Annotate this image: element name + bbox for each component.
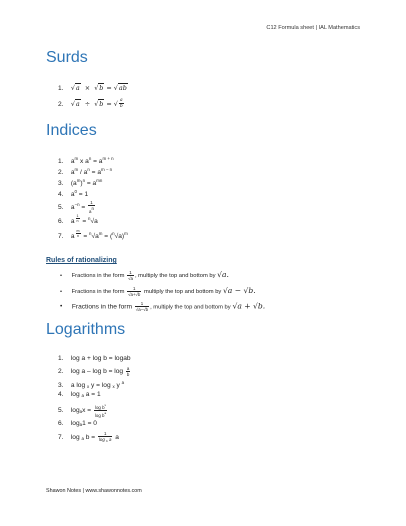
- indices-rule-4-formula: $a^0 = 1$: [70, 189, 89, 198]
- rationalizing-rule-3: [60, 301, 265, 312]
- log-rule-5: [58, 403, 108, 418]
- indices-rule-7: [58, 229, 128, 240]
- log-rule-3-formula: a log $_x$ y = log $_x$ y $^a$: [70, 380, 125, 389]
- indices-rule-6-number: 6.: [58, 217, 64, 225]
- indices-rule-2: [58, 167, 112, 176]
- indices-rule-4-number: 4.: [58, 191, 64, 198]
- indices-rule-1: [58, 156, 114, 165]
- log-rule-5-number: 5.: [58, 407, 64, 415]
- rationalizing-rule-1-multiplier: √a.: [217, 270, 229, 280]
- indices-rule-7-number: 7.: [58, 232, 64, 240]
- indices-rule-3-number: 3.: [58, 180, 64, 187]
- log-rule-1-number: 1.: [58, 355, 64, 362]
- surds-heading: Surds: [46, 49, 88, 66]
- log-rule-2: [58, 366, 131, 377]
- log-rule-4-formula: log $_a$ a = 1: [70, 391, 101, 398]
- indices-rule-1-number: 1.: [58, 158, 64, 165]
- indices-rule-2-number: 2.: [58, 169, 64, 176]
- indices-rule-3-formula: $(a^m)^n = a^{mn}$: [70, 178, 103, 187]
- surds-rule-1-number: 1.: [58, 85, 64, 92]
- rationalizing-rule-3-fraction: $\frac{1}{√a-√b}$: [135, 301, 149, 312]
- surds-rule-2-formula: √a ÷ √b = √ $\frac{a}{b}$: [70, 98, 123, 109]
- rationalizing-rule-2-lead: Fractions in the form: [71, 289, 125, 296]
- surds-rule-1: [58, 84, 128, 92]
- log-rule-7-formula: log $_a$ b = $\frac{1}{\log _b a}$ a: [70, 431, 119, 443]
- indices-rule-5-number: 5.: [58, 203, 64, 211]
- rationalizing-rule-1-fraction: $\frac{1}{√a}$: [128, 270, 133, 281]
- log-rule-2-number: 2.: [58, 368, 64, 376]
- rationalizing-rule-2-tail: multiply the top and bottom by: [142, 289, 222, 296]
- indices-rule-1-formula: $a^m$ x $a^n = a^{m + n}$: [70, 156, 114, 165]
- indices-rule-4: [58, 189, 88, 198]
- indices-rule-6: [58, 214, 98, 225]
- bullet-icon: •: [60, 289, 63, 296]
- rationalizing-rule-2-multiplier: √a − √b.: [222, 286, 256, 296]
- bullet-icon: •: [60, 273, 63, 280]
- log-rule-7: [58, 431, 119, 444]
- log-rule-1-formula: log a + log b = logab: [70, 355, 131, 362]
- log-rule-4-number: 4.: [58, 391, 64, 398]
- log-rule-3: [58, 380, 124, 389]
- indices-rule-2-formula: $a^m / a^n = a^{m - n}$: [70, 167, 113, 176]
- rationalizing-rule-1-lead: Fractions in the form: [71, 273, 125, 280]
- rationalizing-rule-3-lead: Fractions in the form: [71, 303, 132, 311]
- rationalizing-rule-1-tail: , multiply the top and bottom by: [134, 273, 216, 280]
- indices-heading: Indices: [46, 122, 97, 139]
- indices-rule-5-formula: $a^{-n}$ = $\frac{1}{a^n}$: [70, 200, 94, 214]
- surds-rule-2: [58, 98, 125, 109]
- log-rule-6-formula: $\log_a1 = 0$: [70, 420, 97, 427]
- log-rule-7-number: 7.: [58, 434, 64, 442]
- bullet-icon: •: [60, 303, 63, 311]
- indices-rule-5: [58, 200, 96, 214]
- surds-rule-1-formula: √a × √b = √ab: [70, 84, 127, 92]
- page-header: C12 Formula sheet | IAL Mathematics: [266, 25, 360, 31]
- log-rule-5-formula: $\log_ax$ = $\frac{\log b^x}{\log b^a}$: [70, 403, 107, 418]
- log-rule-4: [58, 391, 101, 398]
- log-rule-6-number: 6.: [58, 420, 64, 427]
- rationalizing-rule-2: [60, 286, 256, 297]
- rationalizing-rule-1: [60, 270, 229, 281]
- logarithms-heading: Logarithms: [46, 321, 126, 338]
- rationalizing-rule-3-tail: , multiply the top and bottom by: [150, 304, 231, 311]
- page-footer: Shawon Notes | www.shawonnotes.com: [46, 488, 142, 494]
- log-rule-2-formula: log a – log b = log $\frac{a}{b}$: [70, 366, 130, 377]
- rationalizing-rule-2-fraction: $\frac{1}{√a+√b}$: [128, 286, 141, 297]
- indices-rule-6-formula: a $^{\frac{1}{n}}$ = $^n$√a: [70, 214, 98, 225]
- surds-rule-2-number: 2.: [58, 100, 64, 108]
- indices-rule-3: [58, 178, 102, 187]
- log-rule-1: [58, 355, 131, 362]
- rationalizing-heading: Rules of rationalizing: [46, 257, 117, 264]
- log-rule-6: [58, 420, 97, 427]
- indices-rule-7-formula: a $^{\frac{m}{n}}$ = $^n√a^m = (^n√a)^m$: [70, 229, 128, 240]
- rationalizing-rule-3-multiplier: √a + √b.: [232, 301, 266, 311]
- log-rule-3-number: 3.: [58, 382, 64, 389]
